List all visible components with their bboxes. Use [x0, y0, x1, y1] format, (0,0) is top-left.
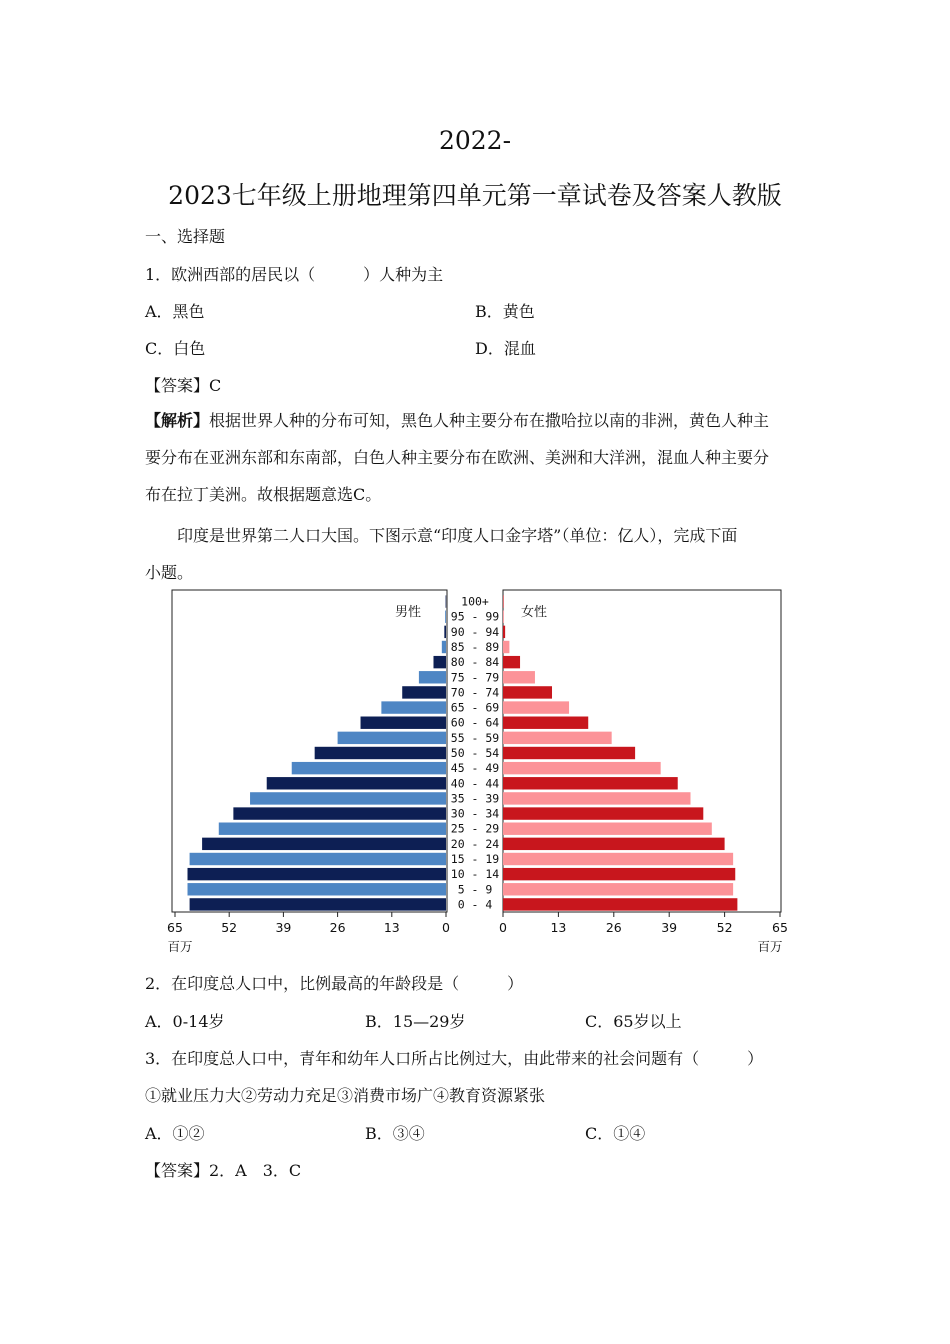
- age-group-label: 25 - 29: [450, 821, 500, 836]
- q3-option-b: B．③④: [365, 1124, 425, 1143]
- age-group-label: 0 - 4: [457, 897, 493, 912]
- intro-line-2: 小题。: [145, 563, 194, 582]
- age-group-label: 85 - 89: [450, 640, 500, 654]
- male-bar: [419, 671, 446, 683]
- male-series-label: 男性: [394, 605, 422, 620]
- age-group-label: 10 - 14: [450, 867, 500, 882]
- female-bar: [503, 626, 505, 638]
- age-group-label: 35 - 39: [450, 791, 500, 806]
- x-tick-label: 13: [550, 920, 567, 935]
- q1-answer: 【答案】C: [145, 376, 222, 395]
- male-bar: [402, 686, 446, 698]
- x-tick-label: 0: [442, 920, 450, 935]
- male-bar: [433, 656, 446, 668]
- pyramid-svg: [150, 585, 800, 965]
- male-bar: [190, 853, 446, 865]
- female-bar: [503, 777, 678, 789]
- female-bar: [503, 671, 535, 683]
- male-bar: [442, 641, 446, 653]
- analysis-label: 【解析】: [145, 411, 210, 430]
- x-tick-label: 26: [329, 920, 346, 935]
- female-bar: [503, 641, 509, 653]
- female-bar: [503, 611, 504, 623]
- section-heading: 一、选择题: [145, 227, 226, 246]
- right-unit-label: 百万: [757, 939, 783, 954]
- x-tick-label: 65: [167, 920, 183, 935]
- female-bar: [503, 762, 661, 774]
- female-bar: [503, 717, 588, 729]
- age-group-label: 95 - 99: [450, 609, 500, 624]
- analysis-line-1: 根据世界人种的分布可知，黑色人种主要分布在撒哈拉以南的非洲，黄色人种主: [209, 411, 770, 430]
- left-unit-label: 百万: [167, 939, 193, 954]
- male-bar: [267, 777, 446, 789]
- female-bar: [503, 838, 725, 850]
- female-bar: [503, 823, 712, 835]
- female-bar: [503, 595, 504, 607]
- x-tick-label: 65: [772, 920, 788, 935]
- q2-option-c: C．65岁以上: [585, 1012, 682, 1031]
- population-pyramid-chart: [150, 585, 800, 965]
- female-bar: [503, 656, 520, 668]
- female-bar: [503, 868, 735, 880]
- q2-option-b: B．15—29岁: [365, 1012, 466, 1031]
- question-3: 3．在印度总人口中，青年和幼年人口所占比例过大，由此带来的社会问题有（ ）: [145, 1049, 764, 1068]
- age-group-label: 40 - 44: [450, 776, 500, 791]
- age-group-label: 65 - 69: [450, 700, 500, 715]
- female-bar: [503, 898, 737, 910]
- age-group-label: 15 - 19: [450, 852, 500, 866]
- x-tick-label: 52: [221, 920, 238, 935]
- q3-option-a: A．①②: [145, 1124, 205, 1143]
- male-bar: [202, 838, 446, 850]
- title-line1: 2022-: [438, 126, 512, 155]
- male-bar: [188, 868, 446, 880]
- male-bar: [444, 626, 446, 638]
- q1-option-b: B．黄色: [475, 302, 535, 321]
- male-bar: [188, 883, 446, 895]
- female-series-label: 女性: [520, 605, 548, 620]
- answer-2-3: 【答案】2．A 3．C: [145, 1161, 302, 1180]
- male-bar: [292, 762, 446, 774]
- male-bar: [219, 823, 446, 835]
- q3-option-c: C．①④: [585, 1124, 646, 1143]
- age-group-label: 45 - 49: [450, 761, 500, 776]
- male-bar: [446, 595, 447, 607]
- male-bar: [381, 701, 446, 713]
- age-group-label: 30 - 34: [450, 806, 500, 821]
- question-2: 2．在印度总人口中，比例最高的年龄段是（ ）: [145, 974, 524, 993]
- female-bar: [503, 792, 691, 804]
- x-tick-label: 52: [716, 920, 733, 935]
- male-bar: [190, 898, 446, 910]
- female-bar: [503, 807, 703, 819]
- question-1: 1．欧洲西部的居民以（ ）人种为主: [145, 265, 444, 284]
- female-bar: [503, 686, 552, 698]
- q1-option-c: C．白色: [145, 339, 206, 358]
- male-bar: [338, 732, 446, 744]
- x-tick-label: 39: [661, 920, 678, 935]
- male-bar: [315, 747, 446, 759]
- q1-analysis: [145, 402, 805, 513]
- q1-option-a: A．黑色: [145, 302, 205, 321]
- age-group-label: 70 - 74: [450, 685, 500, 700]
- x-tick-label: 13: [383, 920, 400, 935]
- female-bar: [503, 701, 569, 713]
- age-group-label: 60 - 64: [450, 715, 500, 730]
- female-bar: [503, 747, 635, 759]
- age-group-label: 20 - 24: [450, 836, 500, 851]
- x-tick-label: 39: [275, 920, 292, 935]
- male-bar: [233, 807, 446, 819]
- age-group-label: 90 - 94: [450, 624, 500, 639]
- intro-line-1: 印度是世界第二人口大国。下图示意“印度人口金字塔”（单位：亿人），完成下面: [145, 526, 738, 545]
- age-group-label: 5 - 9: [457, 882, 493, 897]
- analysis-line-2: 要分布在亚洲东部和东南部，白色人种主要分布在欧洲、美洲和大洋洲，混血人种主要分: [145, 448, 770, 467]
- female-bar: [503, 732, 612, 744]
- male-bar: [361, 717, 446, 729]
- age-group-label: 100+: [461, 594, 489, 609]
- age-group-label: 55 - 59: [450, 730, 500, 745]
- q3-choices: ①就业压力大②劳动力充足③消费市场广④教育资源紧张: [145, 1086, 546, 1105]
- q2-option-a: A．0-14岁: [145, 1012, 225, 1031]
- female-bar: [503, 853, 733, 865]
- male-bar: [250, 792, 446, 804]
- analysis-line-3: 布在拉丁美洲。故根据题意选C。: [145, 485, 382, 504]
- age-group-label: 80 - 84: [450, 655, 500, 670]
- age-group-label: 75 - 79: [450, 670, 500, 685]
- age-group-label: 50 - 54: [450, 746, 500, 760]
- x-tick-label: 0: [499, 920, 507, 935]
- q1-option-d: D．混血: [475, 339, 536, 358]
- title-line2: 2023七年级上册地理第四单元第一章试卷及答案人教版: [168, 181, 782, 210]
- female-bar: [503, 883, 733, 895]
- male-bar: [445, 611, 446, 623]
- x-tick-label: 26: [605, 920, 622, 935]
